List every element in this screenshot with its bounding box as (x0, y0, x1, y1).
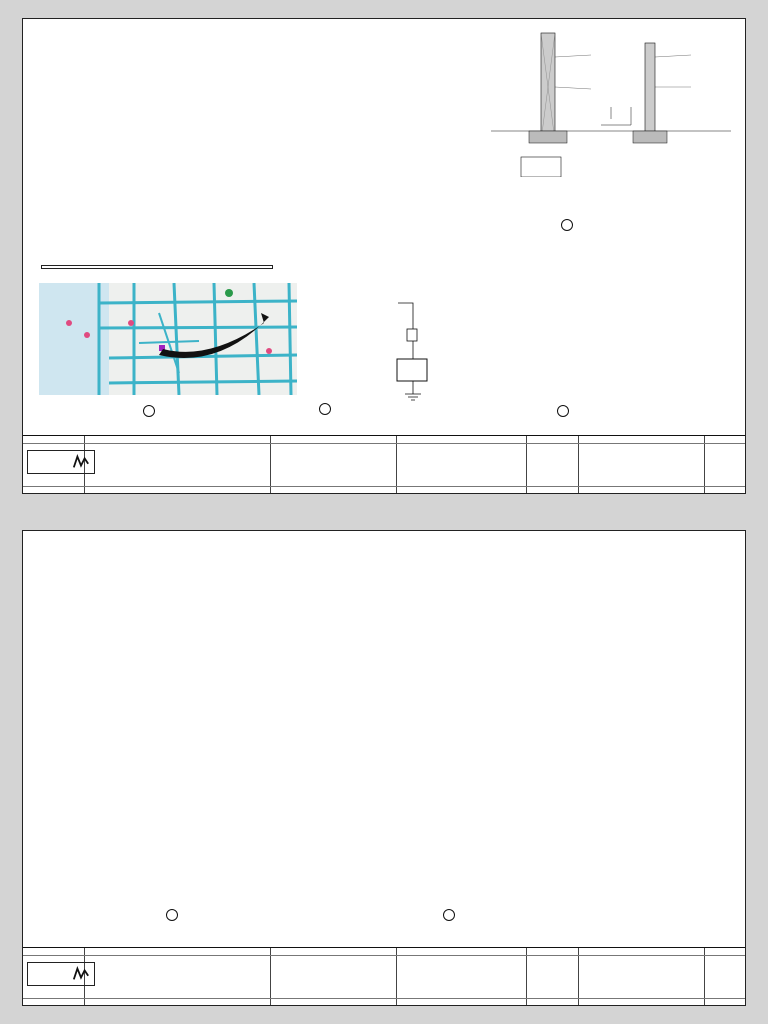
map-drawing (39, 283, 297, 395)
caption-second (443, 909, 458, 921)
vicinity-map (39, 283, 297, 395)
sheet-e1 (22, 18, 746, 494)
logo (27, 450, 95, 474)
title-block (23, 435, 745, 493)
notes-box (41, 265, 273, 269)
caption-ground (166, 909, 181, 921)
logo-mark-icon-2 (72, 965, 90, 983)
riser-diagram (393, 299, 433, 409)
concrete-post-caption (561, 219, 576, 231)
caption-vicinity (143, 405, 158, 417)
logo-mark-icon (72, 453, 90, 471)
caption-riser (319, 403, 334, 415)
concrete-post-drawing (491, 27, 731, 177)
title-block-2 (23, 947, 745, 1005)
caption-schedule (557, 405, 572, 417)
floor-plans-drawing (23, 531, 746, 891)
logo-2 (27, 962, 95, 986)
sheet-e2 (22, 530, 746, 1006)
